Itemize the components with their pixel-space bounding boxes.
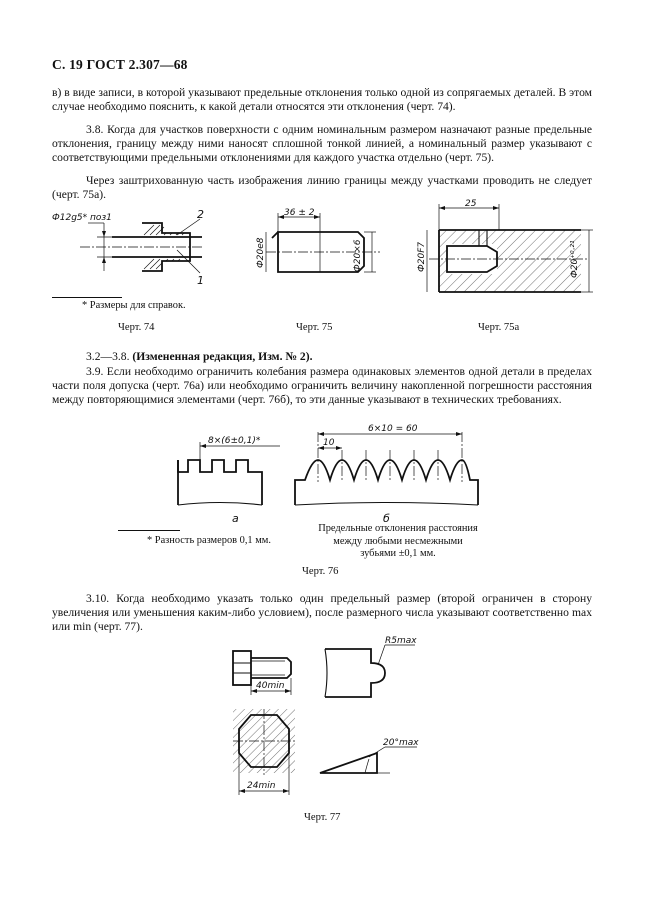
fig76b-total-dim: 6×10 = 60 [368,424,418,434]
paragraph-3-10: 3.10. Когда необходимо указать только один предельный размер (второй ограничен в сторону увеличения или уменьшения каким-либо условием), после размерного числа указывают соответственно max или min (черт. 77). [52,592,592,634]
drawing-fig74 [52,205,202,290]
fig76a-dim: 8×(6±0,1)* [208,436,261,446]
fig76-footnote: * Разность размеров 0,1 мм. [147,535,271,546]
fig76-label-a: а [232,512,239,525]
fig75a-length-dim: 25 [465,199,477,209]
fig74-leader-1: 1 [197,274,204,287]
fig77-square-dim: 24min [247,781,276,791]
paragraph-3-8: 3.8. Когда для участков поверхности с одним номинальным размером назначают разные предельные отклонения, границу между ними наносят сплошной тонкой линией, а номинальный размер указывают с соответствующими предельными отклонениями для каждого участка отдельно (черт. 75). [52,123,592,165]
paragraph-record-note: в) в виде записи, в которой указывают предельные отклонения только одной из сопрягаемых деталей. В этом случае необходимо пояснить, к какой детали относятся эти отклонения (черт. 74). [52,86,592,114]
fig75a-left-dim: Ф20F7 [417,241,427,272]
fig74-dimension-label: Ф12g5* поз1 [52,213,112,223]
fig77-caption: Черт. 77 [304,812,341,823]
fig76-note-b: Предельные отклонения расстояния между любыми несмежными зубьями ±0,1 мм. [318,523,478,559]
fig75a-right-dim: Ф20⁺⁰·²¹ [570,240,580,278]
fig77-radius-dim: R5max [385,636,417,646]
fig74-leader-2: 2 [197,208,204,221]
footnote-rule-fig74 [52,297,122,298]
footnote-rule-fig76 [118,530,180,531]
fig75-left-dim: Ф20е8 [256,237,266,268]
paragraph-hatched-boundary: Через заштрихованную часть изображения линию границы между участками проводить не следует (черт. 75а). [52,174,592,202]
fig76-label-b: б [383,512,390,525]
fig74-caption: Черт. 74 [118,322,155,333]
page-header: С. 19 ГОСТ 2.307—68 [52,57,188,72]
amendment-bold: (Измененная редакция, Изм. № 2). [132,350,313,363]
drawing-fig76 [160,410,490,525]
amendment-prefix: 3.2—3.8. [86,350,130,363]
fig74-footnote: * Размеры для справок. [82,300,186,311]
fig77-bolt-dim: 40min [256,681,285,691]
paragraph-3-9: 3.9. Если необходимо ограничить колебания размера одинаковых элементов одной детали в пределах части поля допуска (черт. 76а) или необходимо ограничить величину накопленной погрешности расстояния между повторяющимися элементами (черт. 76б), то эти данные указывают в технических требованиях. [52,365,592,407]
fig77-angle-dim: 20°max [383,738,419,748]
fig76b-pitch-dim: 10 [323,438,335,448]
fig75-length-dim: 36 ± 2 [284,208,315,218]
fig75-right-dim: Ф20×6 [353,239,363,272]
drawing-fig75a [417,200,597,295]
fig75-caption: Черт. 75 [296,322,333,333]
drawing-fig75 [258,205,388,290]
fig75a-caption: Черт. 75а [478,322,520,333]
paragraph-amendment [52,350,592,364]
fig76-caption: Черт. 76 [302,566,339,577]
drawing-fig77 [225,635,435,805]
